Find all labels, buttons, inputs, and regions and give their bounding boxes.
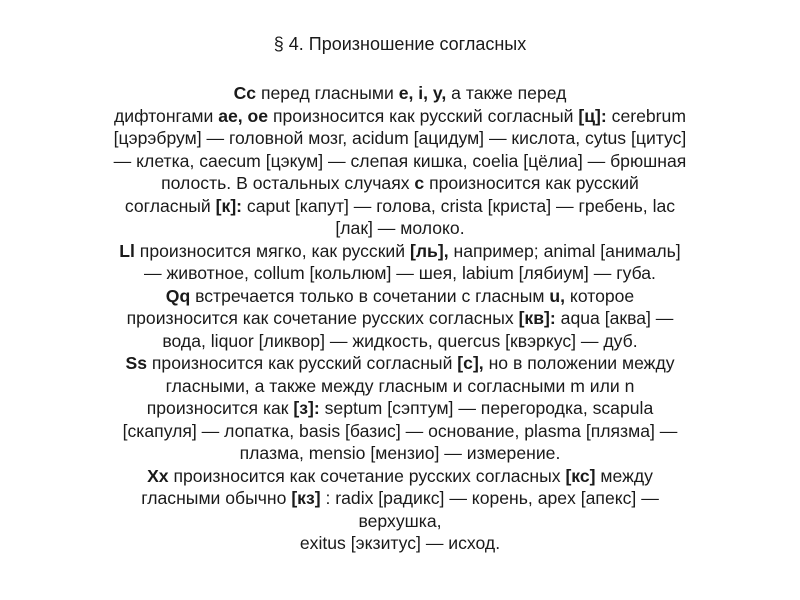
text-line: плазма, mensio [мензио] — измерение.: [239, 443, 561, 463]
emphasis-text: [кз]: [291, 488, 321, 508]
text-line: согласный [к]: caput [капут] — голова, crista [криста] — гребень, lac: [124, 195, 676, 216]
text-line: Ll произносится мягко, как русский [ль], например; animal [анималь]: [119, 240, 681, 261]
text-line: [лак] — молоко.: [335, 218, 465, 238]
text-line: вода, liquor [ликвор] — жидкость, quercus [квэркус] — дуб.: [162, 330, 638, 351]
emphasis-text: Qq: [165, 285, 191, 306]
text-line: Xx произносится как сочетание русских согласных [кс] между: [147, 465, 653, 486]
text-line: exitus [экзитус] — исход.: [299, 533, 501, 553]
text-line: Ss произносится как русский согласный [с], но в положении между: [125, 353, 675, 373]
emphasis-text: [ц]:: [578, 105, 607, 126]
emphasis-text: [з]:: [293, 398, 320, 418]
emphasis-text: Ll: [119, 240, 135, 261]
text-line: [скапуля] — лопатка, basis [базис] — основание, plasma [плязма] —: [122, 420, 678, 441]
emphasis-text: [кв]:: [518, 308, 556, 328]
emphasis-text: [ль],: [409, 240, 449, 261]
text-line: произносится как сочетание русских согласных [кв]: aqua [аква] —: [126, 308, 674, 328]
body-text: [14, 82, 786, 555]
text-line: гласными, а также между гласным и согласными m или n: [165, 375, 635, 396]
emphasis-text: u,: [549, 285, 566, 306]
page-title: § 4. Произношение согласных: [273, 34, 527, 54]
text-line: Cc перед гласными e, i, y, а также перед: [233, 83, 567, 103]
emphasis-text: [к]:: [215, 195, 243, 216]
text-line: [цэрэбрум] — головной мозг, acidum [ацидум] — кислота, cytus [цитус]: [113, 128, 687, 148]
emphasis-text: Ss: [125, 353, 147, 373]
emphasis-text: e, i, y,: [398, 83, 447, 103]
text-line: Qq встречается только в сочетании с гласным u, которое: [165, 285, 635, 306]
emphasis-text: c: [414, 173, 425, 193]
emphasis-text: Cc: [233, 83, 257, 103]
emphasis-text: [кс]: [565, 465, 596, 486]
text-line: полость. В остальных случаях c произносится как русский: [161, 173, 639, 193]
text-line: — животное, collum [кольлюм] — шея, labium [лябиум] — губа.: [144, 263, 656, 283]
text-line: — клетка, caecum [цэкум] — слепая кишка, coelia [цёлиа] — брюшная: [113, 150, 687, 171]
text-line: дифтонгами ae, oe произносится как русский согласный [ц]: cerebrum: [114, 105, 686, 126]
text-line: гласными обычно [кз] : radix [радикс] — корень, apex [апекс] —: [141, 488, 659, 508]
emphasis-text: [с],: [457, 353, 484, 373]
text-line: произносится как [з]: septum [сэптум] — перегородка, scapula: [146, 398, 654, 418]
emphasis-text: Xx: [147, 465, 169, 486]
emphasis-text: ae, oe: [218, 105, 269, 126]
text-line: верхушка,: [358, 510, 442, 531]
